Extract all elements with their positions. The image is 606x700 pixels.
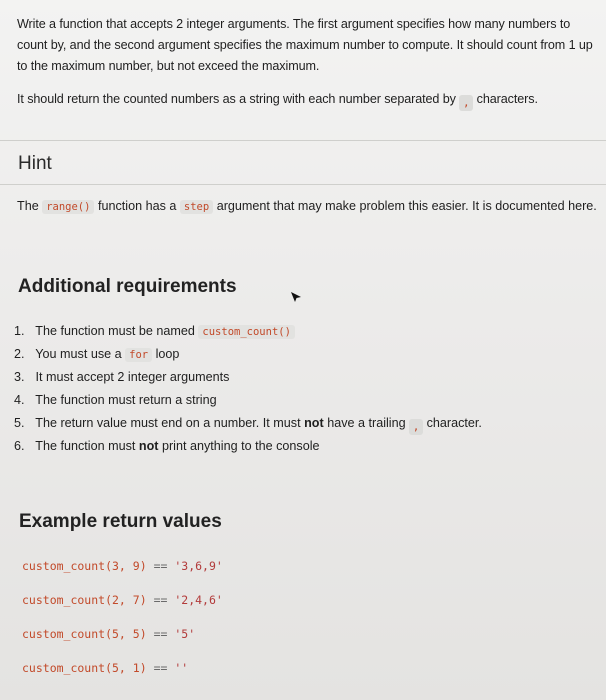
req-text-2-after: loop xyxy=(155,347,180,361)
intro-paragraph-1: Write a function that accepts 2 integer arguments. The first argument specifies how many numbers to count by, and the second argument specifies the maximum number to compute. It should count from 1 up to the maximum number, but not exceed the maximum. xyxy=(17,17,593,73)
example-4-call: custom_count(5, 1) xyxy=(22,661,147,675)
example-4-op: == xyxy=(153,661,168,675)
req-text-5-after: character. xyxy=(426,416,482,430)
example-4 xyxy=(22,658,422,692)
req-text-1: The function must be named xyxy=(35,324,195,338)
req-num-5: 5. xyxy=(14,416,25,430)
example-2-result: '2,4,6' xyxy=(174,593,223,607)
req-num-2: 2. xyxy=(14,347,25,361)
example-4-result: '' xyxy=(174,661,189,675)
comma-code-chip: , xyxy=(459,95,473,111)
req-text-6: The function must xyxy=(35,439,136,453)
req-text-4: The function must return a string xyxy=(35,393,217,407)
example-1 xyxy=(22,556,422,590)
req-num-6: 6. xyxy=(14,439,25,453)
requirements-list xyxy=(14,320,594,458)
examples-heading: Example return values xyxy=(19,511,222,532)
intro-p2-before: It should return the counted numbers as a string with each number separated by xyxy=(17,92,456,106)
req-num-1: 1. xyxy=(14,324,25,338)
hint-text xyxy=(17,196,602,218)
requirement-item-2 xyxy=(14,343,594,366)
intro-text xyxy=(17,14,597,111)
example-1-op: == xyxy=(153,559,168,573)
example-3-op: == xyxy=(153,627,168,641)
divider-hint xyxy=(0,184,606,185)
req-text-3: It must accept 2 integer arguments xyxy=(35,370,230,384)
examples-list xyxy=(22,556,422,692)
code-range: range() xyxy=(42,200,94,214)
requirement-item-3 xyxy=(14,366,594,389)
req-text-5-bold: not xyxy=(304,416,324,430)
divider-top xyxy=(0,140,606,141)
req-text-2: You must use a xyxy=(35,347,122,361)
requirement-item-6 xyxy=(14,435,594,458)
req-text-6-after: print anything to the console xyxy=(161,439,320,453)
code-for: for xyxy=(125,348,152,362)
example-3 xyxy=(22,624,422,658)
code-custom-count: custom_count() xyxy=(198,325,295,339)
comma-code-chip-2: , xyxy=(409,419,423,435)
hint-text-3[interactable]: argument that may make problem this easier. It is documented here. xyxy=(216,199,597,213)
hint-text-2: function has a xyxy=(97,199,177,213)
example-3-call: custom_count(5, 5) xyxy=(22,627,147,641)
mouse-pointer-icon xyxy=(289,290,303,304)
code-step: step xyxy=(180,200,213,214)
example-2-call: custom_count(2, 7) xyxy=(22,593,147,607)
requirement-item-1 xyxy=(14,320,594,343)
intro-p2-after: characters. xyxy=(476,92,538,106)
example-1-result: '3,6,9' xyxy=(174,559,223,573)
requirement-item-5 xyxy=(14,412,594,435)
req-num-4: 4. xyxy=(14,393,25,407)
req-text-5-mid: have a trailing xyxy=(327,416,406,430)
example-2 xyxy=(22,590,422,624)
req-text-6-bold: not xyxy=(138,439,159,453)
intro-paragraph-2 xyxy=(17,89,597,111)
hint-heading: Hint xyxy=(18,153,52,174)
example-1-call: custom_count(3, 9) xyxy=(22,559,147,573)
hint-text-1: The xyxy=(17,199,39,213)
req-text-5: The return value must end on a number. It must xyxy=(35,416,301,430)
requirements-heading: Additional requirements xyxy=(18,276,237,297)
example-3-result: '5' xyxy=(174,627,196,641)
requirement-item-4 xyxy=(14,389,594,412)
req-num-3: 3. xyxy=(14,370,25,384)
example-2-op: == xyxy=(153,593,168,607)
